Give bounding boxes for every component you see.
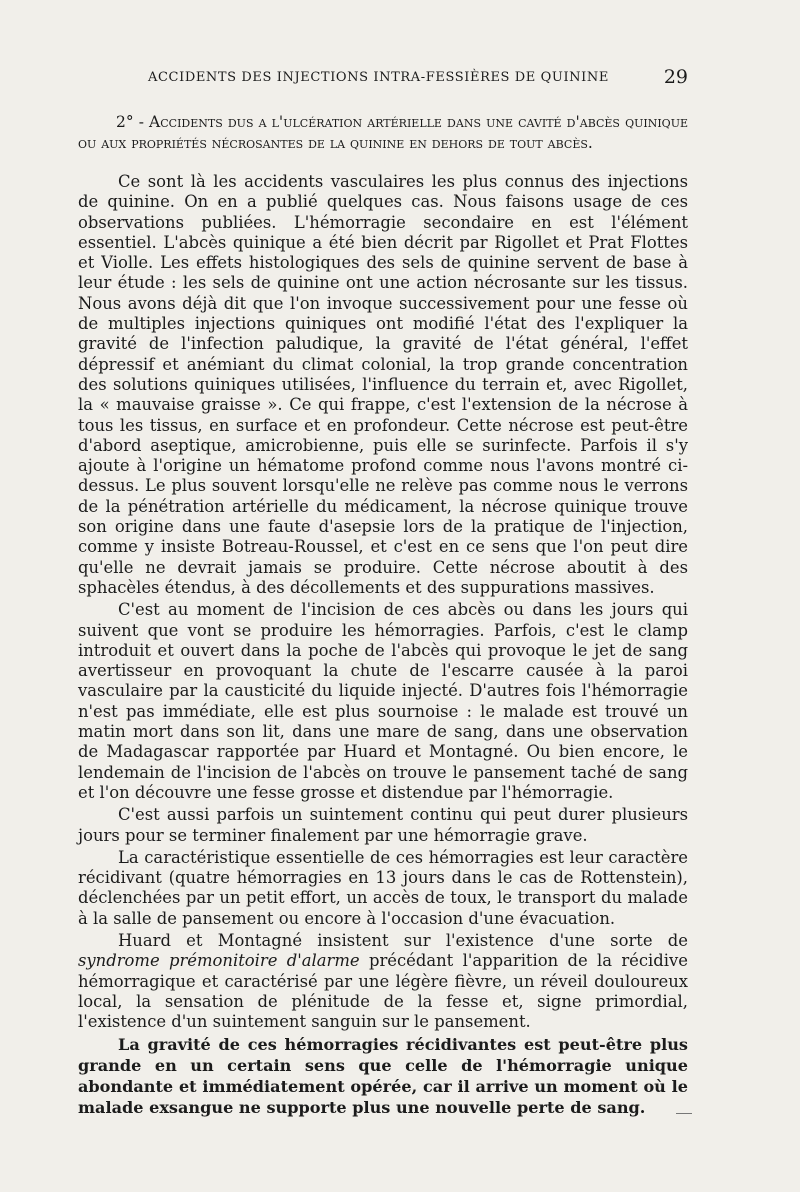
paragraph-2: C'est au moment de l'incision de ces abcès ou dans les jours qui suivent que vont se produire les hémorragies. Parfois, c'est le clamp introduit et ouvert dans la poche de l'abcès qui provoque le jet de sang avertisseur en provoquant la chute de l'escarre causée à la paroi vasculaire par la causticité du liquide injecté. D'autres fois l'hémorragie n'est pas immédiate, elle est plus sournoise : le malade est trouvé un matin mort dans son lit, dans une mare de sang, dans une observation de Madagascar rapportée par Huard et Montagné. Ou bien encore, le lendemain de l'incision de l'abcès on trouve le pansement taché de sang et l'on découvre une fesse grosse et distendue par l'hémorragie. [78, 600, 688, 802]
paragraph-3: C'est aussi parfois un suintement continu qui peut durer plusieurs jours pour se terminer finalement par une hémorragie grave. [78, 805, 688, 845]
paragraph-5-emphasis: syndrome prémonitoire d'alarme [78, 951, 360, 971]
printer-mark [676, 1113, 692, 1114]
running-head [78, 66, 688, 90]
paragraph-5 [78, 931, 688, 1032]
paragraph-4: La caractéristique essentielle de ces hémorragies est leur caractère récidivant (quatre hémorragies en 13 jours dans le cas de Rottenstein), déclenchées par un petit effort, un accès de toux, le transport du malade à la salle de pansement ou encore à l'occasion d'une évacuation. [78, 847, 688, 928]
paragraph-1: Ce sont là les accidents vasculaires les plus connus des injections de quinine. On en a publié quelques cas. Nous faisons usage de ces observations publiées. L'hémorragie secondaire en est l'élément essentiel. L'abcès quinique a été bien décrit par Rigollet et Prat Flottes et Violle. Les effets histologiques des sels de quinine servent de base à leur étude : les sels de quinine ont une action nécrosante sur les tissus. Nous avons déjà dit que l'on invoque successivement pour une fesse où de multiples injections quiniques ont modifié l'état des l'expliquer la gravité de l'infection paludique, la gravité de l'état général, l'effet dépressif et anémiant du climat colonial, la trop grande concentration des solutions quiniques utilisées, l'influence du terrain et, avec Rigollet, la « mauvaise graisse ». Ce qui frappe, c'est l'extension de la nécrose à tous les tissus, en surface et en profondeur. Cette nécrose est peut-être d'abord aseptique, amicrobienne, puis elle se surinfecte. Parfois il s'y ajoute à l'origine un hématome profond comme nous l'avons montré ci-dessus. Le plus souvent lorsqu'elle ne relève pas comme nous le verrons de la pénétration artérielle du médicament, la nécrose quinique trouve son origine dans une faute d'asepsie lors de la pratique de l'injection, comme y insiste Botreau-Roussel, et c'est en ce sens que l'on peut dire qu'elle ne devrait jamais se produire. Cette nécrose aboutit à des sphacèles étendus, à des décollements et des suppurations massives. [78, 172, 688, 597]
running-title: ACCIDENTS DES INJECTIONS INTRA-FESSIÈRES DE QUININE [148, 70, 609, 85]
section-heading: 2° - Accidents dus a l'ulcération artérielle dans une cavité d'abcès quinique ou aux propriétés nécrosantes de la quinine en dehors de tout abcès. [78, 113, 688, 152]
page-number: 29 [663, 66, 688, 88]
paragraph-5-end: précédant l'apparition de la récidive hémorragique et caractérisé par une légère fièvre, un réveil douloureux local, la sensation de plénitude de la fesse et, signe primordial, l'existence d'un suintement sanguin sur le pansement. [78, 951, 688, 1032]
paragraph-5-start: Huard et Montagné insistent sur l'existence d'une sorte de [118, 930, 688, 950]
paragraph-6: La gravité de ces hémorragies récidivantes est peut-être plus grande en un certain sens que celle de l'hémorragie unique abondante et immédiatement opérée, car il arrive un moment où le malade exsangue ne supporte plus une nouvelle perte de sang. [78, 1035, 688, 1118]
